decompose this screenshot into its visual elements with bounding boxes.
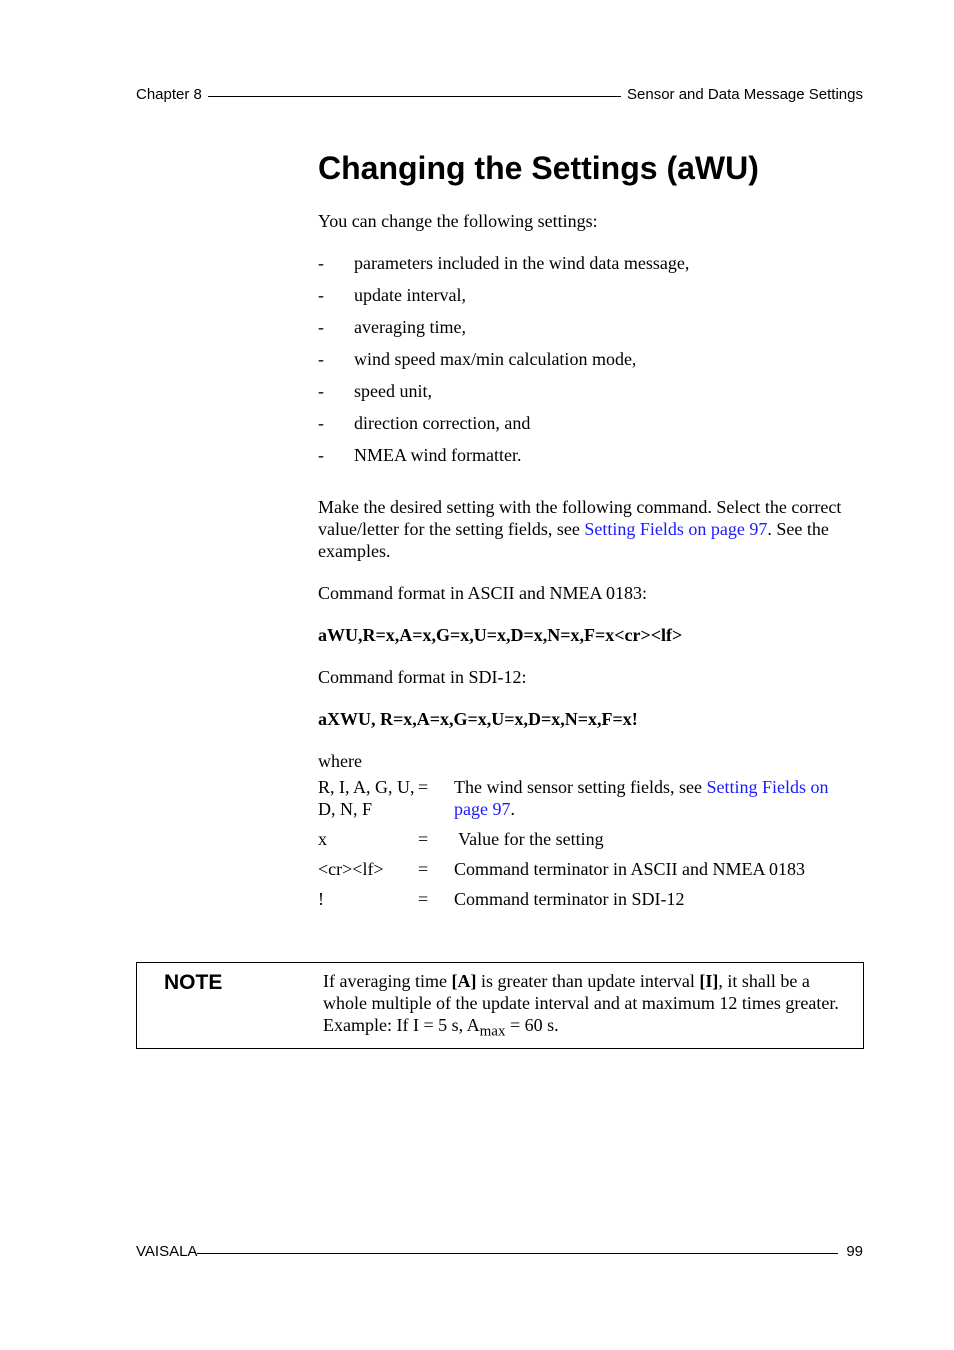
table-row <box>318 888 863 918</box>
sdi-format-label: Command format in SDI-12: <box>318 667 527 687</box>
page-number: 99 <box>846 1243 863 1260</box>
definition-equals: = <box>418 829 429 849</box>
note-subscript: max <box>479 1023 506 1040</box>
list-item <box>318 412 863 444</box>
list-item-text: NMEA wind formatter. <box>354 445 522 465</box>
setting-fields-link[interactable]: Setting Fields on page 97 <box>584 519 768 539</box>
list-item <box>318 252 863 284</box>
bullet-dash: - <box>318 381 324 401</box>
list-item <box>318 284 863 316</box>
bullet-dash: - <box>318 317 324 337</box>
setting-fields-link[interactable]: Setting Fields on page 97 <box>454 777 829 819</box>
definition-desc-after: . <box>510 799 515 819</box>
instruction-before: Make the desired setting with the following command. Select the correct value/letter for the setting fields, see <box>318 497 842 539</box>
footer-rule <box>197 1253 838 1254</box>
bullet-dash: - <box>318 445 324 465</box>
intro-text: You can change the following settings: <box>318 211 598 231</box>
list-item-text: parameters included in the wind data message, <box>354 253 690 273</box>
list-item-text: direction correction, and <box>354 413 531 433</box>
header-rule <box>208 96 621 97</box>
list-item <box>318 444 863 476</box>
note-text <box>323 963 863 1048</box>
header-section: Sensor and Data Message Settings <box>627 86 863 103</box>
bullet-dash: - <box>318 413 324 433</box>
sdi-command: aXWU, R=x,A=x,G=x,U=x,D=x,N=x,F=x! <box>318 709 638 729</box>
definition-term: R, I, A, G, U, D, N, F <box>318 777 415 819</box>
note-text-part: If averaging time <box>323 971 452 991</box>
note-text-part: = 60 s. <box>505 1015 559 1035</box>
definition-desc-text: The wind sensor setting fields, see <box>454 777 707 797</box>
ascii-format-label: Command format in ASCII and NMEA 0183: <box>318 583 647 603</box>
definition-equals: = <box>418 859 429 879</box>
note-box <box>136 962 864 1049</box>
definition-desc <box>454 776 863 828</box>
note-text-part: , it shall be a whole multiple of the update interval and at maximum 12 times greater. Example: If I = 5 s, A <box>323 971 839 1035</box>
note-bold-i: [I] <box>699 971 719 991</box>
list-item-text: speed unit, <box>354 381 432 401</box>
running-header <box>136 86 863 103</box>
where-label: where <box>318 751 362 771</box>
list-item-text: averaging time, <box>354 317 466 337</box>
settings-list <box>318 252 863 476</box>
instruction-text <box>318 496 863 562</box>
definition-desc: Command terminator in ASCII and NMEA 0183 <box>454 859 805 879</box>
list-item <box>318 348 863 380</box>
definitions-table <box>318 776 863 918</box>
bullet-dash: - <box>318 349 324 369</box>
note-text-part: is greater than update interval <box>476 971 700 991</box>
note-label: NOTE <box>164 971 223 994</box>
main-content <box>318 148 863 918</box>
table-row <box>318 776 863 828</box>
list-item-text: wind speed max/min calculation mode, <box>354 349 637 369</box>
table-row <box>318 858 863 888</box>
header-chapter: Chapter 8 <box>136 86 202 103</box>
table-row <box>318 828 863 858</box>
page-title: Changing the Settings (aWU) <box>318 150 759 186</box>
bullet-dash: - <box>318 285 324 305</box>
definition-term: ! <box>318 889 324 909</box>
definition-term: <cr><lf> <box>318 859 384 879</box>
definition-desc: Value for the setting <box>454 829 604 849</box>
note-bold-a: [A] <box>451 971 477 991</box>
running-footer <box>136 1243 863 1260</box>
definition-term: x <box>318 829 327 849</box>
list-item <box>318 380 863 412</box>
definition-equals: = <box>418 777 429 797</box>
definition-desc: Command terminator in SDI-12 <box>454 889 685 909</box>
bullet-dash: - <box>318 253 324 273</box>
footer-brand: VAISALA <box>136 1243 198 1260</box>
list-item <box>318 316 863 348</box>
ascii-command: aWU,R=x,A=x,G=x,U=x,D=x,N=x,F=x<cr><lf> <box>318 625 683 645</box>
list-item-text: update interval, <box>354 285 466 305</box>
definition-equals: = <box>418 889 429 909</box>
instruction-after: . See the examples. <box>318 519 829 561</box>
